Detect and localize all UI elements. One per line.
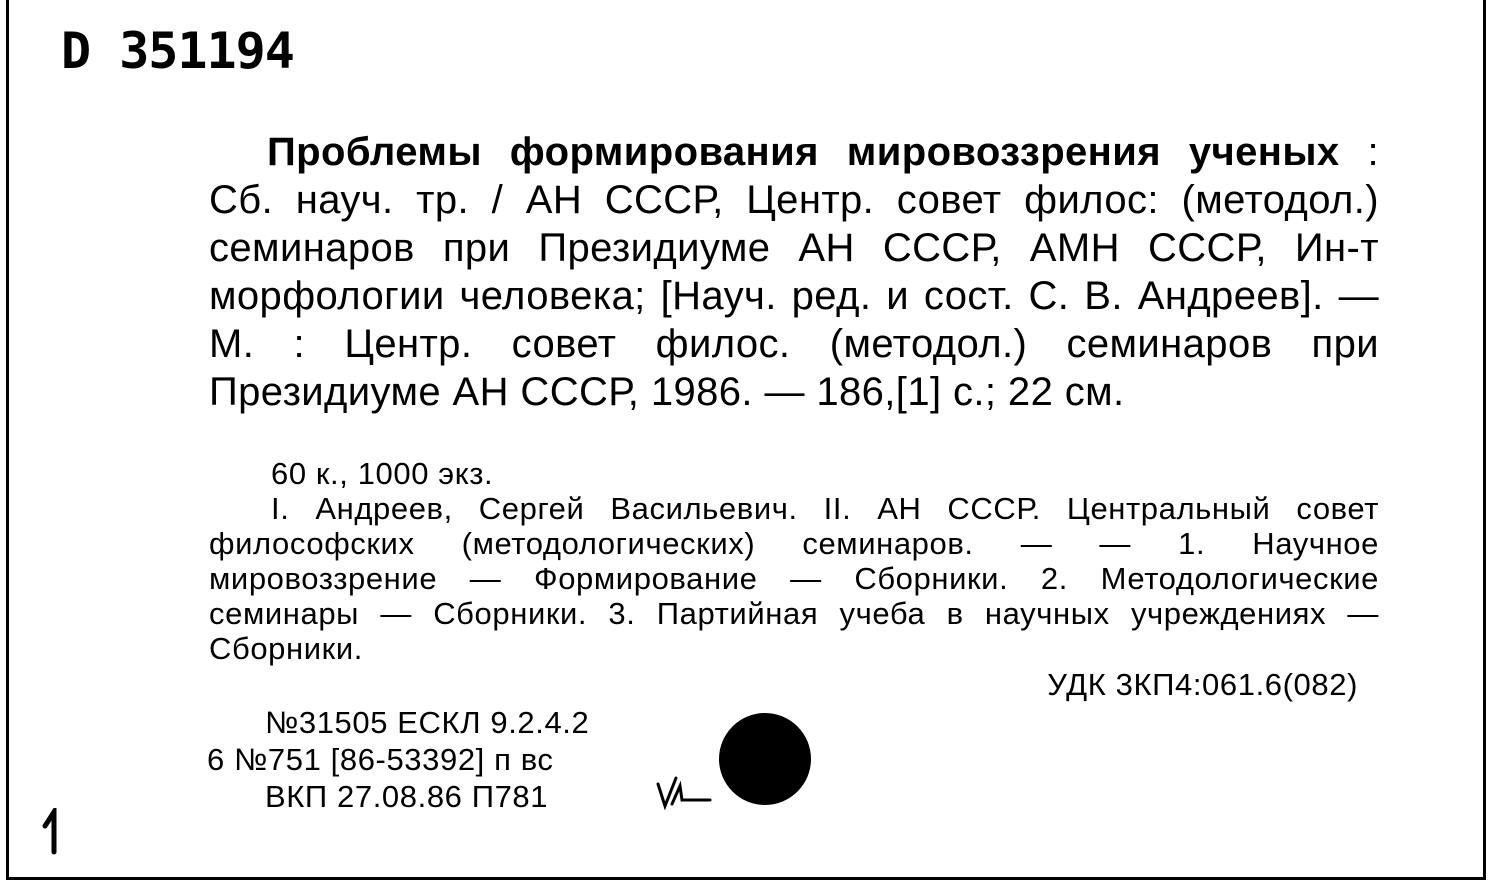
catalog-line-1: №31505 ЕСКЛ 9.2.4.2 (265, 705, 590, 740)
catalog-line-2: 6 №751 [86-53392] п вс (207, 742, 554, 777)
bibliographic-entry (209, 128, 1379, 416)
price-and-print-run: 60 к., 1000 экз. (271, 456, 494, 491)
catalog-numbers (207, 704, 589, 815)
handwritten-initials-icon (654, 776, 714, 810)
tracings: I. Андреев, Сергей Васильевич. II. АН СССР. Центральный совет философских (методологических) семинаров. — — 1. Научное мировоззрение — Формирование — Сборники. 2. Методологические семинары — Сборники. 3. Партийная учеба в научных учреждениях — Сборники. (209, 491, 1379, 666)
handwritten-mark-icon (39, 808, 61, 856)
catalog-card (6, 0, 1486, 880)
card-stamp-number: D 351194 (61, 22, 294, 80)
catalog-line-3: ВКП 27.08.86 П781 (265, 779, 549, 814)
entry-description: : Сб. науч. тр. / АН СССР, Центр. совет филос: (методол.) семинаров при Президиуме АН СССР, АМН СССР, Ин-т морфологии человека; [Науч. ред. и сост. С. В. Андреев]. — М. : Центр. совет филос. (методол.) семинаров при Президиуме АН СССР, 1986. — 186,[1] с.; 22 см. (209, 130, 1379, 414)
udk-code: УДК 3КП4:061.6(082) (1047, 667, 1358, 702)
punch-hole (719, 713, 811, 805)
entry-title: Проблемы формирования мировоззрения ученых (267, 130, 1340, 174)
card-notes (209, 456, 1379, 666)
